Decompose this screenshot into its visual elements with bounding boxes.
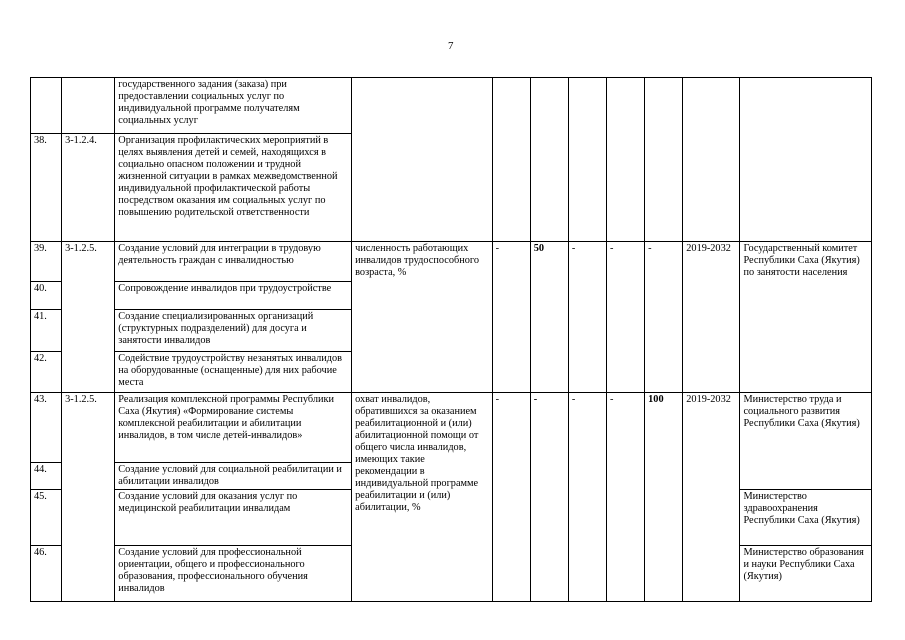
- responsible-cell: Министерство труда и социального развития Республики Саха (Якутия): [740, 393, 872, 490]
- row-code: 3-1.2.5.: [62, 393, 115, 602]
- row-code: [62, 78, 115, 134]
- row-number: 38.: [31, 134, 62, 242]
- value-cell: -: [530, 393, 568, 602]
- indicator-cell: охват инвалидов, обратившихся за оказанием реабилитационной и (или) абилитационной помощи от общего числа инвалидов, имеющих такие рекомендации в индивидуальной программе реабилитации и (или) абилитации, %: [352, 393, 493, 602]
- value-cell: -: [568, 242, 606, 393]
- period-cell: 2019-2032: [683, 242, 740, 393]
- value-cell: 50: [530, 242, 568, 393]
- row-code: 3-1.2.4.: [62, 134, 115, 242]
- responsible-cell: Министерство здравоохранения Республики Саха (Якутия): [740, 490, 872, 546]
- activity-cell: государственного задания (заказа) при предоставлении социальных услуг по индивидуальной программе получателям социальных услуг: [115, 78, 352, 134]
- value-cell: -: [645, 242, 683, 393]
- responsible-cell: Государственный комитет Республики Саха (Якутия) по занятости населения: [740, 242, 872, 393]
- row-number: 46.: [31, 546, 62, 602]
- row-number: 42.: [31, 352, 62, 393]
- activity-cell: Содействие трудоустройству незанятых инвалидов на оборудованные (оснащенные) для них рабочие места: [115, 352, 352, 393]
- activity-cell: Организация профилактических мероприятий в целях выявления детей и семей, находящихся в социально опасном положении и трудной жизненной ситуации в рамках межведомственной индивидуальной профилактической работы посредством оказания им социальных услуг по повышению родительской ответственности: [115, 134, 352, 242]
- activity-cell: Создание условий для оказания услуг по медицинской реабилитации инвалидам: [115, 490, 352, 546]
- row-number: 44.: [31, 463, 62, 490]
- value-cell: 100: [645, 393, 683, 602]
- activity-cell: Сопровождение инвалидов при трудоустройстве: [115, 282, 352, 310]
- value-cell: -: [492, 393, 530, 602]
- activity-cell: Создание специализированных организаций (структурных подразделений) для досуга и занятости инвалидов: [115, 310, 352, 352]
- row-code: 3-1.2.5.: [62, 242, 115, 393]
- responsible-cell: Министерство образования и науки Республики Саха (Якутия): [740, 546, 872, 602]
- value-cell: -: [607, 393, 645, 602]
- activity-cell: Создание условий для профессиональной ориентации, общего и профессионального образования, профессионального обучения инвалидов: [115, 546, 352, 602]
- indicator-cell: [352, 78, 493, 242]
- page-number: 7: [448, 40, 454, 52]
- indicator-cell: численность работающих инвалидов трудоспособного возраста, %: [352, 242, 493, 393]
- value-cell: -: [568, 393, 606, 602]
- row-number: 40.: [31, 282, 62, 310]
- row-number: [31, 78, 62, 134]
- row-number: 39.: [31, 242, 62, 282]
- activity-cell: Создание условий для интеграции в трудовую деятельность граждан с инвалидностью: [115, 242, 352, 282]
- row-number: 43.: [31, 393, 62, 463]
- table-row: [31, 78, 872, 134]
- program-table: [30, 77, 872, 602]
- value-cell: -: [492, 242, 530, 393]
- activity-cell: Создание условий для социальной реабилитации и абилитации инвалидов: [115, 463, 352, 490]
- row-number: 45.: [31, 490, 62, 546]
- value-cell: -: [607, 242, 645, 393]
- table-row: [31, 393, 872, 463]
- row-number: 41.: [31, 310, 62, 352]
- activity-cell: Реализация комплексной программы Республики Саха (Якутия) «Формирование системы комплексной реабилитации и абилитации инвалидов, в том числе детей-инвалидов»: [115, 393, 352, 463]
- period-cell: 2019-2032: [683, 393, 740, 602]
- table-row: [31, 242, 872, 282]
